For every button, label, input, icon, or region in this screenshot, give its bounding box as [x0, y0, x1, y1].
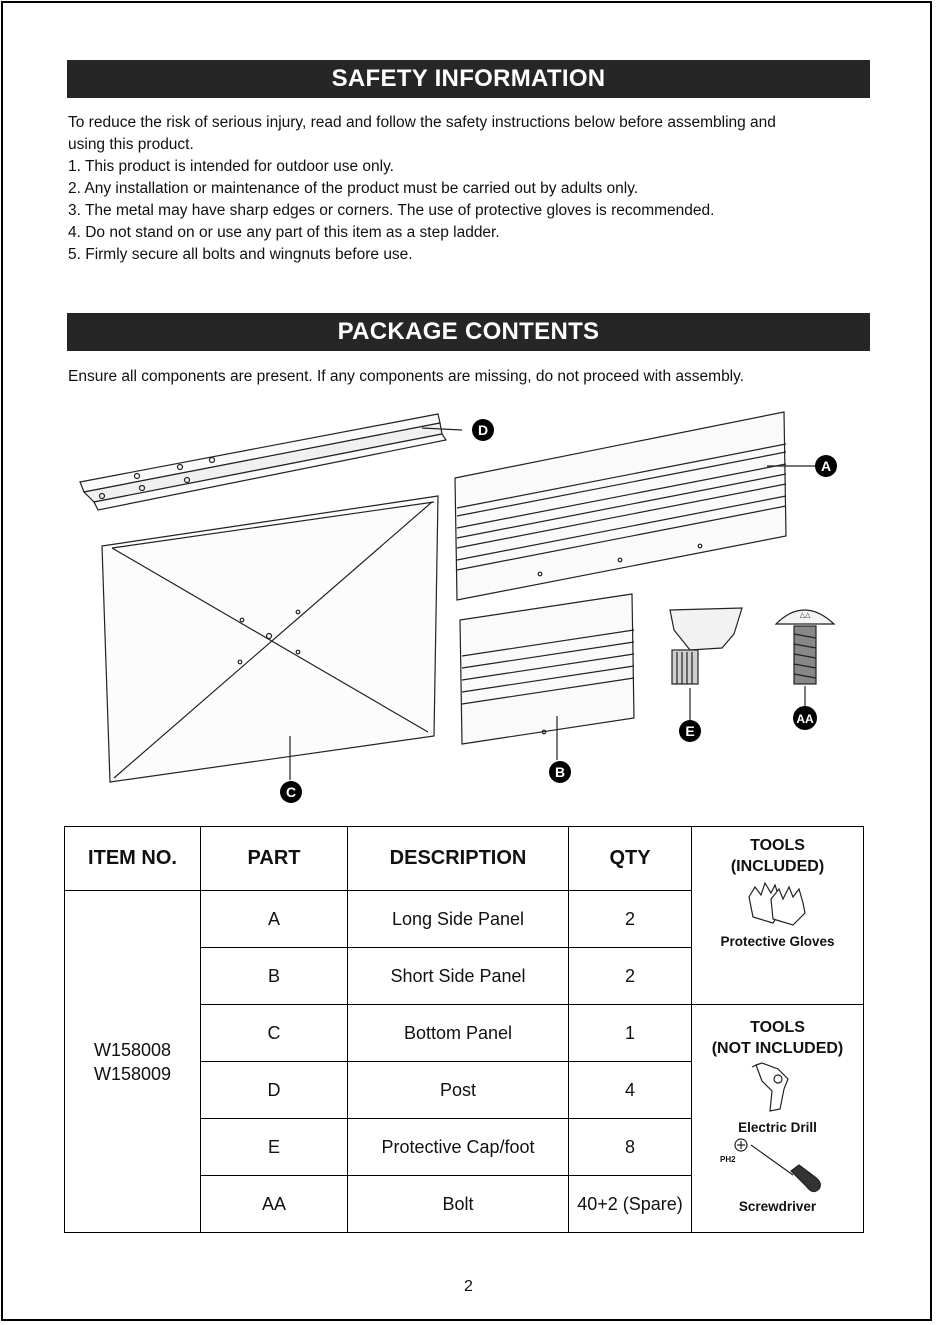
- package-contents-intro: [68, 366, 868, 388]
- part-cell: B: [201, 948, 348, 1005]
- tools-not-included-heading: [692, 1017, 863, 1059]
- bolt-aa-drawing: [776, 610, 834, 708]
- screwdriver-icon: [703, 1135, 853, 1199]
- short-side-panel-b-drawing: [460, 594, 634, 760]
- package-contents-intro-text: Ensure all components are present. If any components are missing, do not proceed with assembly.: [68, 368, 745, 385]
- callout-c-text: C: [285, 784, 297, 800]
- cap-e-drawing: [670, 608, 742, 720]
- safety-item: 1. This product is intended for outdoor use only.: [68, 158, 394, 175]
- description-cell: Bolt: [348, 1176, 569, 1233]
- qty-cell: 40+2 (Spare): [569, 1176, 692, 1233]
- part-cell: A: [201, 891, 348, 948]
- tools-not-included-heading-line: (NOT INCLUDED): [711, 1040, 844, 1057]
- tools-included-heading: [692, 835, 863, 877]
- tools-included-heading-line: TOOLS: [750, 837, 805, 854]
- tools-not-included-heading-line: TOOLS: [750, 1019, 805, 1036]
- safety-item: 4. Do not stand on or use any part of this item as a step ladder.: [68, 224, 500, 241]
- safety-item: 3. The metal may have sharp edges or corners. The use of protective gloves is recommended.: [68, 202, 715, 219]
- item-number: W158009: [93, 1063, 172, 1084]
- callout-d-text: D: [477, 422, 489, 438]
- callout-c: [280, 781, 302, 803]
- parts-illustration: [62, 398, 882, 810]
- tools-included-heading-line: (INCLUDED): [730, 858, 825, 875]
- tool-screwdriver: Screwdriver: [738, 1199, 817, 1214]
- item-numbers-cell: [65, 891, 201, 1233]
- header-qty: QTY: [569, 827, 692, 891]
- description-cell: Short Side Panel: [348, 948, 569, 1005]
- safety-item: 5. Firmly secure all bolts and wingnuts before use.: [68, 246, 413, 263]
- qty-cell: 2: [569, 948, 692, 1005]
- gloves-icon: [743, 877, 813, 929]
- page-number: 2: [464, 1278, 473, 1295]
- qty-cell: 1: [569, 1005, 692, 1062]
- qty-cell: 4: [569, 1062, 692, 1119]
- screwdriver-tip-label: PH2: [720, 1155, 736, 1164]
- safety-heading: SAFETY INFORMATION: [67, 60, 870, 98]
- callout-e-text: E: [685, 723, 695, 739]
- safety-item: 2. Any installation or maintenance of the product must be carried out by adults only.: [68, 180, 639, 197]
- description-cell: Post: [348, 1062, 569, 1119]
- part-cell: E: [201, 1119, 348, 1176]
- callout-e: [679, 720, 701, 742]
- part-cell: C: [201, 1005, 348, 1062]
- part-cell: D: [201, 1062, 348, 1119]
- tool-electric-drill: Electric Drill: [738, 1120, 817, 1135]
- description-cell: Bottom Panel: [348, 1005, 569, 1062]
- bolt-head-mark: △△: [799, 612, 811, 619]
- description-cell: Long Side Panel: [348, 891, 569, 948]
- callout-d: [472, 419, 494, 441]
- callout-aa-text: AA: [796, 712, 814, 726]
- callout-a-text: A: [820, 458, 832, 474]
- description-cell: Protective Cap/foot: [348, 1119, 569, 1176]
- header-description: DESCRIPTION: [348, 827, 569, 891]
- safety-intro-line: using this product.: [68, 136, 194, 153]
- parts-table: [64, 826, 864, 1233]
- part-cell: AA: [201, 1176, 348, 1233]
- screwdriver-area: [692, 1135, 863, 1199]
- post-d-drawing: [80, 414, 462, 510]
- header-item-no: ITEM NO.: [65, 827, 201, 891]
- callout-aa: [793, 706, 817, 730]
- header-part: PART: [201, 827, 348, 891]
- item-number: W158008: [93, 1039, 172, 1060]
- bottom-panel-c-drawing: [102, 496, 438, 782]
- package-contents-heading: PACKAGE CONTENTS: [67, 313, 870, 351]
- tool-protective-gloves: Protective Gloves: [720, 934, 835, 949]
- safety-intro-line: To reduce the risk of serious injury, read and follow the safety instructions below before assembling and: [68, 114, 776, 131]
- callout-b-text: B: [554, 764, 566, 780]
- callout-b: [549, 761, 571, 783]
- electric-drill-icon: [748, 1059, 808, 1115]
- table-header-row: [65, 827, 864, 891]
- safety-text: [68, 112, 868, 266]
- callout-a: [815, 455, 837, 477]
- qty-cell: 8: [569, 1119, 692, 1176]
- tools-included-cell: [692, 827, 864, 1005]
- tools-not-included-cell: [692, 1005, 864, 1233]
- qty-cell: 2: [569, 891, 692, 948]
- long-side-panel-a-drawing: [455, 412, 822, 600]
